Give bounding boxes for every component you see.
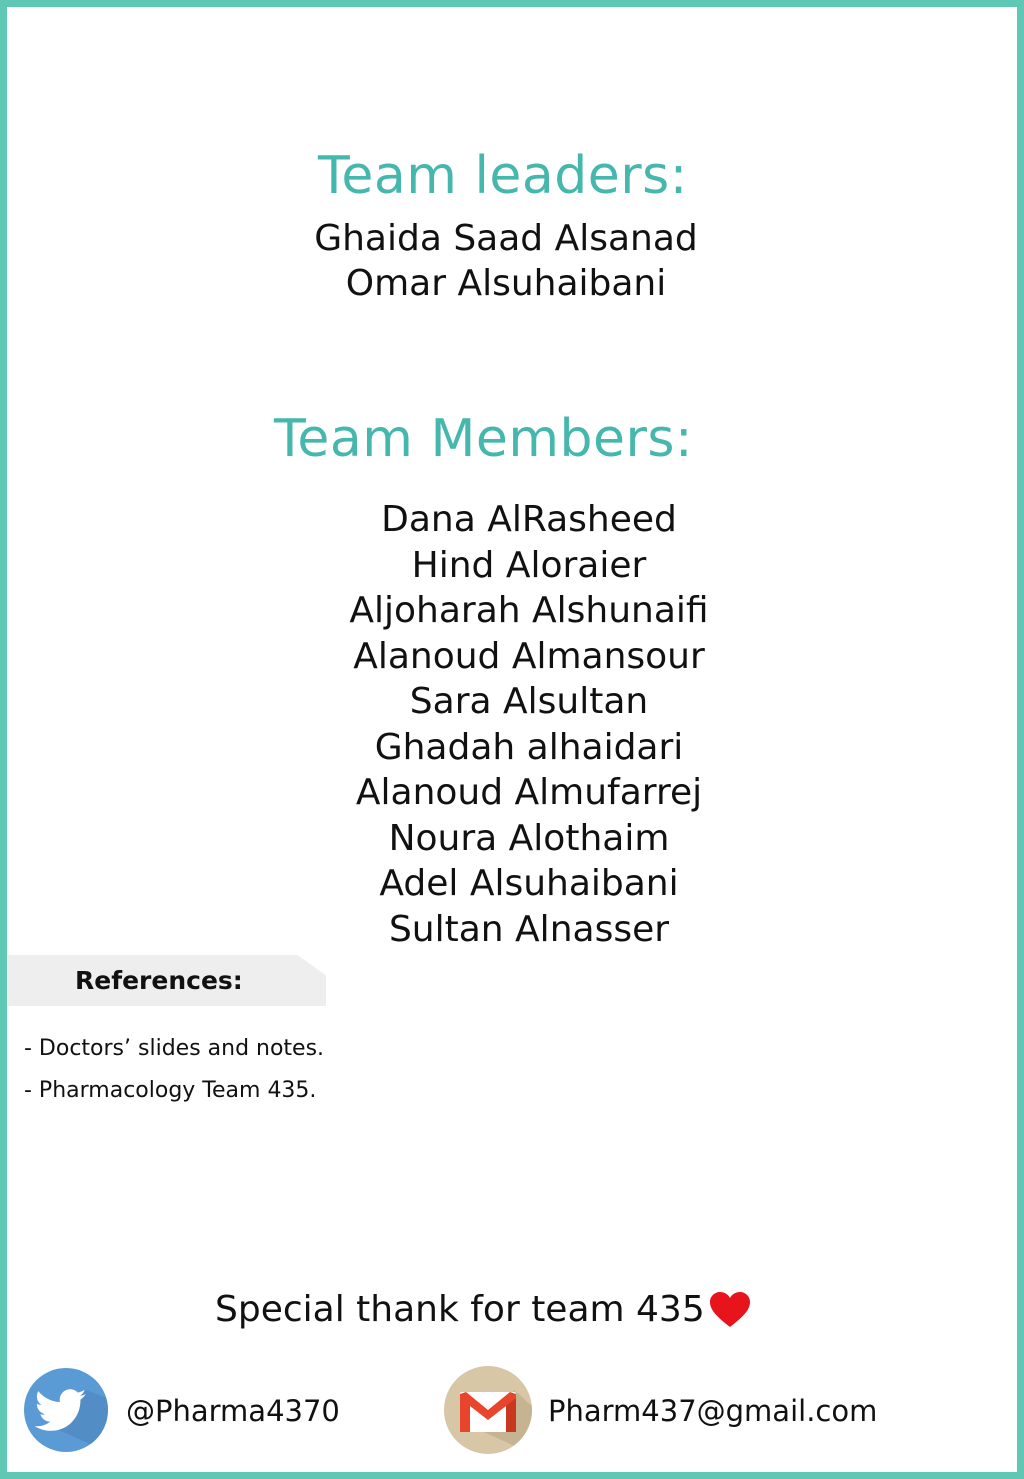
member-name: Sara Alsultan bbox=[409, 681, 649, 722]
gmail-envelope-icon bbox=[444, 1366, 532, 1454]
twitter-bird-icon bbox=[24, 1368, 108, 1452]
member-name: Ghadah alhaidari bbox=[374, 726, 684, 768]
team-members-heading: Team Members: bbox=[274, 409, 693, 469]
member-name: Noura Alothaim bbox=[388, 817, 670, 859]
member-name: Alanoud Almufarrej bbox=[355, 772, 703, 813]
twitter-icon[interactable] bbox=[24, 1368, 108, 1452]
member-name: Sultan Alnasser bbox=[388, 908, 670, 950]
references-list bbox=[24, 1028, 324, 1112]
reference-item: - Doctors’ slides and notes. bbox=[24, 1036, 325, 1061]
gmail-icon[interactable] bbox=[444, 1366, 532, 1454]
twitter-handle[interactable]: @Pharma4370 bbox=[126, 1394, 340, 1428]
team-leaders-heading: Team leaders: bbox=[318, 146, 688, 206]
leader-name: Omar Alsuhaibani bbox=[345, 263, 667, 304]
references-title: References: bbox=[75, 966, 243, 995]
member-name: Dana AlRasheed bbox=[381, 499, 677, 540]
special-thanks bbox=[215, 1288, 751, 1332]
team-leaders-list bbox=[0, 216, 1012, 306]
heart-icon bbox=[709, 1291, 751, 1329]
member-name: Hind Aloraier bbox=[411, 544, 647, 586]
leader-name: Ghaida Saad Alsanad bbox=[314, 218, 698, 259]
member-name: Adel Alsuhaibani bbox=[379, 863, 679, 904]
member-name: Aljoharah Alshunaifi bbox=[349, 590, 709, 631]
special-thanks-text: Special thank for team 435 bbox=[215, 1289, 705, 1330]
team-members-list bbox=[0, 497, 1024, 952]
contact-email[interactable]: Pharm437@gmail.com bbox=[548, 1394, 878, 1428]
reference-item: - Pharmacology Team 435. bbox=[24, 1078, 317, 1103]
member-name: Alanoud Almansour bbox=[353, 635, 705, 677]
